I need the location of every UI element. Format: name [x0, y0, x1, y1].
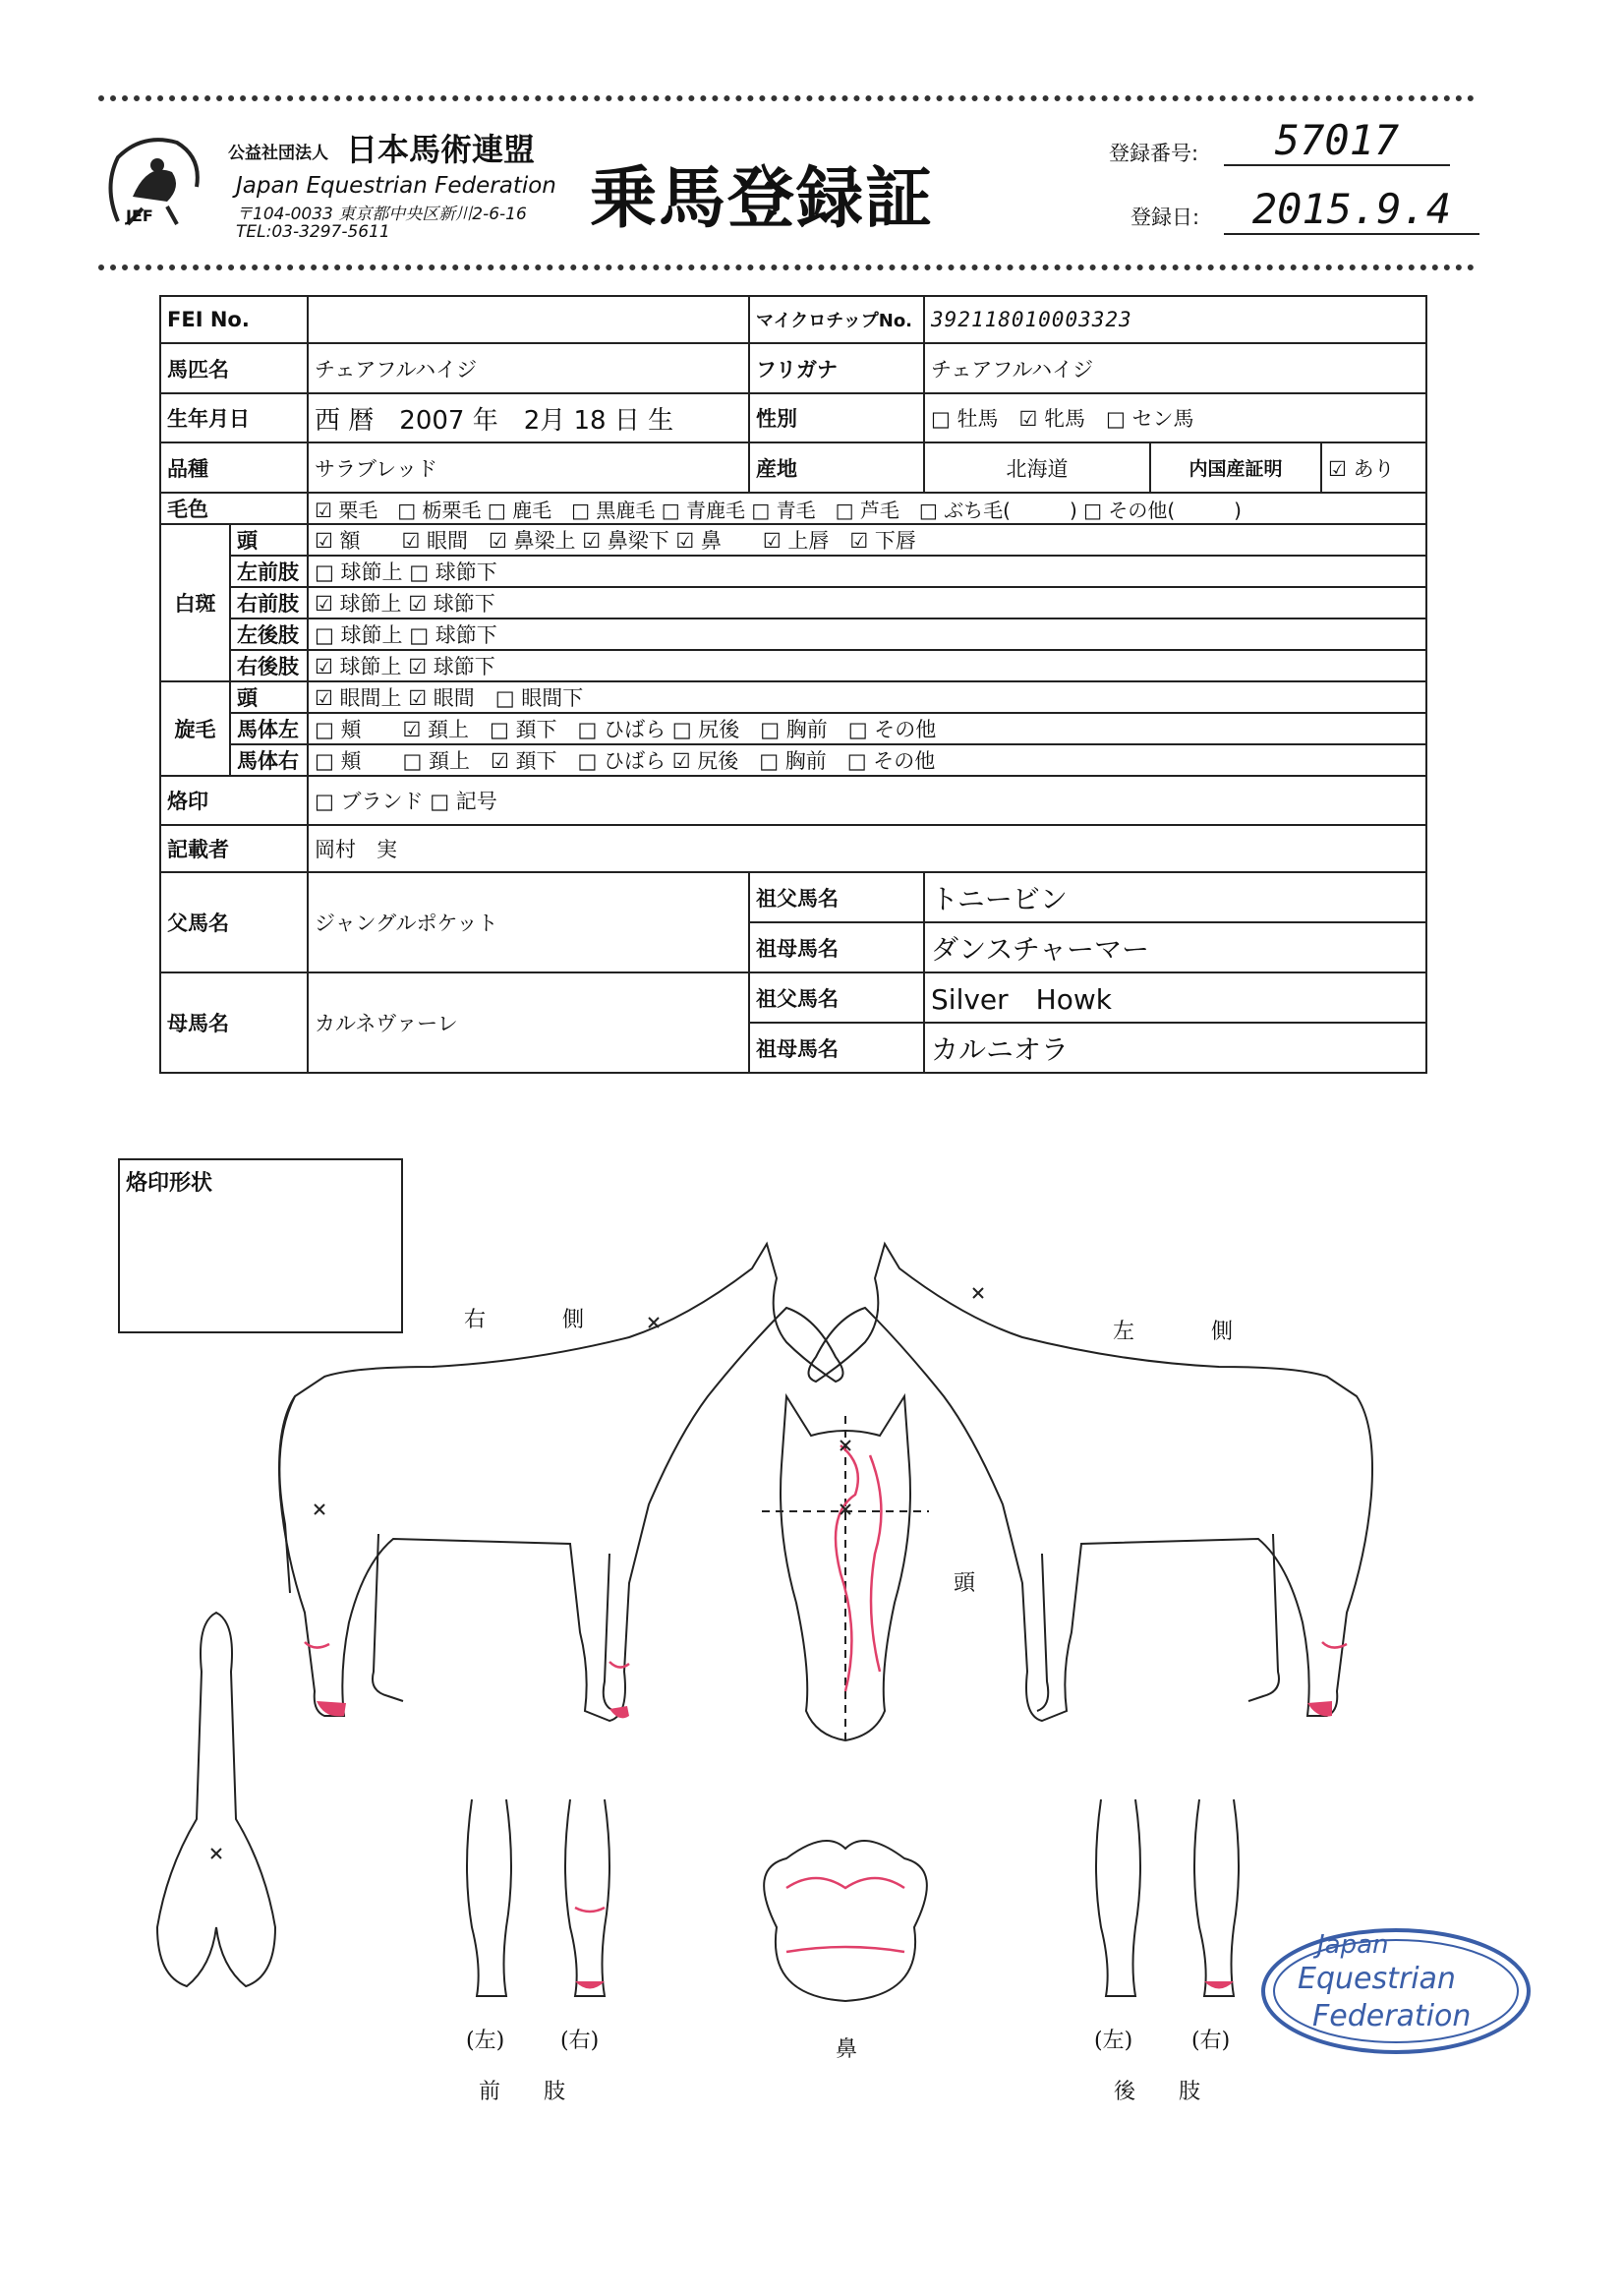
white-part-label: 左後肢 [230, 618, 308, 650]
whorl-part-label: 馬体右 [230, 744, 308, 776]
brand-label: 烙印 [160, 776, 308, 825]
white-part-label: 右前肢 [230, 587, 308, 618]
white-head-options: ☑ 額 ☑ 眼間 ☑ 鼻梁上 ☑ 鼻梁下 ☑ 鼻 ☑ 上唇 ☑ 下唇 [308, 524, 1426, 556]
stamp-line-3: Federation [1312, 1999, 1472, 2033]
nose-label: 鼻 [836, 2037, 858, 2062]
white-right-hind-options: ☑ 球節上 ☑ 球節下 [308, 650, 1426, 681]
hind-right-label: (右) [1191, 2029, 1231, 2053]
white-part-label: 左前肢 [230, 556, 308, 587]
breed: サラブレッド [308, 442, 749, 493]
horse-name-label: 馬匹名 [160, 343, 308, 393]
fore-right-label: (右) [560, 2029, 600, 2053]
breed-label: 品種 [160, 442, 308, 493]
fore-left-label: (左) [466, 2029, 505, 2053]
sire-grandsire-name: トニービン [924, 872, 1426, 922]
recorder-label: 記載者 [160, 825, 308, 872]
white-right-fore-options: ☑ 球節上 ☑ 球節下 [308, 587, 1426, 618]
sire-granddam-name: ダンスチャーマー [924, 922, 1426, 972]
microchip-label: マイクロチップNo. [749, 296, 924, 343]
stamp-line-2: Equestrian [1298, 1962, 1456, 1996]
registration-date-label: 登録日: [1130, 206, 1200, 229]
right-side-label: 右 側 [464, 1308, 612, 1332]
white-part-label: 頭 [230, 524, 308, 556]
registration-number: 57017 [1224, 116, 1450, 166]
origin: 北海道 [924, 442, 1150, 493]
whorl-part-label: 馬体左 [230, 713, 308, 744]
furigana-label: フリガナ [749, 343, 924, 393]
whorl-head-options: ☑ 眼間上 ☑ 眼間 □ 眼間下 [308, 681, 1426, 713]
white-left-hind-options: □ 球節上 □ 球節下 [308, 618, 1426, 650]
org-type: 公益社団法人 [228, 144, 328, 163]
sex-options: □ 牡馬 ☑ 牝馬 □ セン馬 [924, 393, 1426, 442]
hindlimb-outlines [1096, 1799, 1239, 1996]
stamp-line-1: Japan [1317, 1930, 1389, 1960]
white-left-fore-options: □ 球節上 □ 球節下 [308, 556, 1426, 587]
dam-grandsire-label: 祖父馬名 [749, 972, 924, 1023]
domestic-cert-label: 内国産証明 [1150, 442, 1321, 493]
horse-name: チェアフルハイジ [308, 343, 749, 393]
recorder-name: 岡村 実 [308, 825, 1426, 872]
sire-label: 父馬名 [160, 872, 308, 972]
brand-shape-label: 烙印形状 [126, 1171, 213, 1196]
horse-left-side-outline [809, 1244, 1373, 1721]
whorl-body-left-options: □ 頬 ☑ 頚上 □ 頚下 □ ひばら □ 尻後 □ 胸前 □ その他 [308, 713, 1426, 744]
birth-date-label: 生年月日 [160, 393, 308, 442]
origin-label: 産地 [749, 442, 924, 493]
org-name-ja: 日本馬術連盟 [346, 131, 536, 168]
org-tel: TEL:03-3297-5611 [236, 222, 390, 242]
nose-outline [764, 1841, 927, 2001]
sire-grandsire-label: 祖父馬名 [749, 872, 924, 922]
dam-name: カルネヴァーレ [308, 972, 749, 1073]
forelimb-label: 前 肢 [479, 2080, 566, 2104]
head-label: 頭 [954, 1571, 976, 1596]
white-part-label: 右後肢 [230, 650, 308, 681]
birth-date: 西 暦 2007 年 2月 18 日 生 [308, 393, 749, 442]
hoof-markings-overlay [317, 1701, 1332, 1989]
domestic-cert-value: ☑ あり [1321, 442, 1426, 493]
furigana: チェアフルハイジ [924, 343, 1426, 393]
whorl-part-label: 頭 [230, 681, 308, 713]
dam-grandsire-name: Silver Howk [924, 972, 1426, 1023]
document-title: 乗馬登録証 [590, 159, 935, 238]
coat-color-label: 毛色 [160, 493, 308, 524]
left-side-label: 左 側 [1113, 1320, 1261, 1344]
coat-color-options: ☑ 栗毛 □ 栃栗毛 □ 鹿毛 □ 黒鹿毛 □ 青鹿毛 □ 青毛 □ 芦毛 □ ぶち毛( ) □ その他( ) [308, 493, 1426, 524]
federation-stamp [1258, 1922, 1534, 2060]
hindlimb-label: 後 肢 [1114, 2080, 1201, 2104]
dam-label: 母馬名 [160, 972, 308, 1073]
forelimb-outlines [467, 1799, 609, 1996]
whorl-body-right-options: □ 頬 □ 頚上 ☑ 頚下 □ ひばら ☑ 尻後 □ 胸前 □ その他 [308, 744, 1426, 776]
logo-abbr: JEF [126, 206, 153, 225]
dam-granddam-name: カルニオラ [924, 1023, 1426, 1073]
whorls-label: 旋毛 [160, 681, 230, 776]
microchip-number: 392118010003323 [924, 296, 1426, 343]
dam-granddam-label: 祖母馬名 [749, 1023, 924, 1073]
hind-left-label: (左) [1094, 2029, 1133, 2053]
whorl-marks [211, 1288, 983, 1858]
white-markings-label: 白斑 [160, 524, 230, 681]
sire-granddam-label: 祖母馬名 [749, 922, 924, 972]
org-address: 〒104-0033 東京都中央区新川2-6-16 [236, 205, 527, 224]
registration-date: 2015.9.4 [1224, 185, 1479, 235]
horse-top-view-outline [157, 1613, 275, 1986]
sex-label: 性別 [749, 393, 924, 442]
white-markings-overlay [305, 1445, 1347, 1952]
sire-name: ジャングルポケット [308, 872, 749, 972]
fei-no-label: FEI No. [160, 296, 308, 343]
brand-options: □ ブランド □ 記号 [308, 776, 1426, 825]
org-name-en: Japan Equestrian Federation [236, 173, 556, 199]
registration-number-label: 登録番号: [1109, 142, 1199, 165]
